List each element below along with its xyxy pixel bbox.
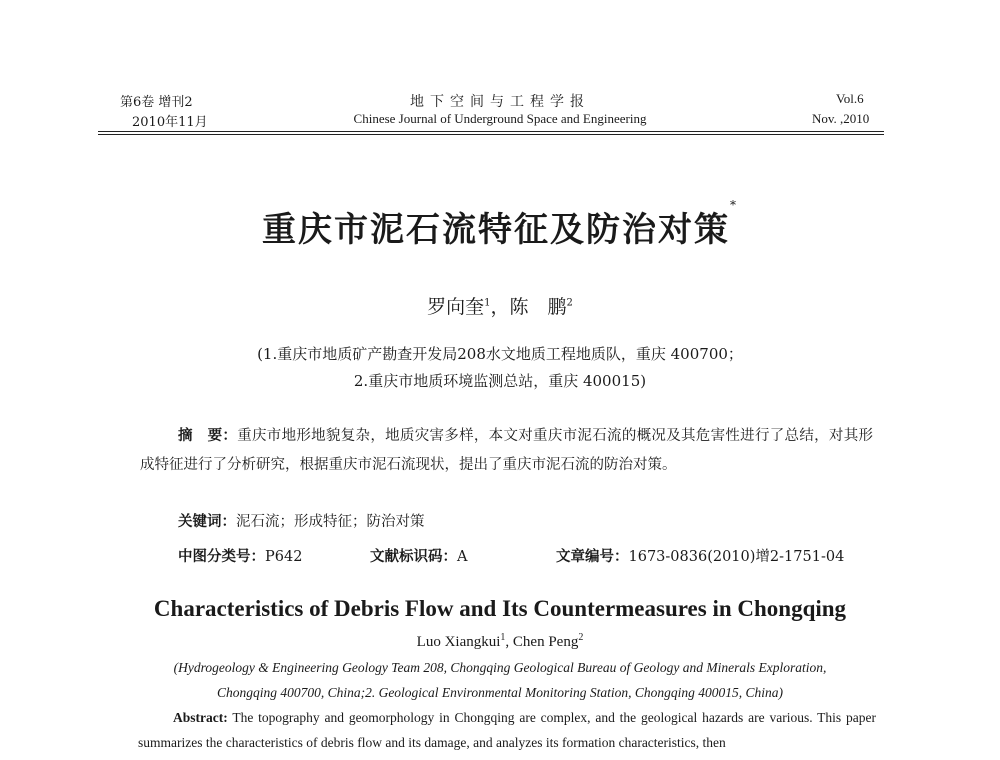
header-journal-en: Chinese Journal of Underground Space and Engineering [353, 111, 647, 126]
paper-title-en: Characteristics of Debris Flow and Its Countermeasures in Chongqing [153, 596, 847, 621]
affiliation-zh-1: (1.重庆市地质矿产勘查开发局208水文地质工程地质队，重庆 400700； [257, 345, 743, 363]
affiliation-en-1: (Hydrogeology & Engineering Geology Team 208, Chongqing Geological Bureau of Geology and Minerals Exploration, [173, 660, 827, 675]
article-number: 文章编号：1673-0836(2010)增2-1751-04 [556, 549, 845, 565]
authors-zh: 罗向奎$^1$，陈 鹏$^2$ [427, 296, 573, 318]
abstract-zh [140, 422, 873, 480]
header-volume-issue: 第6卷 增刊2 [120, 95, 193, 110]
title-footnote-mark: * [730, 198, 738, 212]
keywords-zh-label: 关键词： [178, 514, 236, 530]
abstract-en [138, 705, 876, 755]
header-rule-double [98, 134, 884, 135]
document-code: 文献标识码：A [370, 549, 468, 565]
abstract-zh-label: 摘 要： [178, 428, 238, 444]
abstract-en-text: The topography and geomorphology in Chongqing are complex, and the geological hazards are various. This paper summarizes the characteristics of debris flow and its damage, and analyzes its formation characteristics, then [138, 710, 876, 750]
abstract-en-label: Abstract: [173, 710, 228, 725]
abstract-zh-text: 重庆市地形地貌复杂，地质灾害多样，本文对重庆市泥石流的概况及其危害性进行了总结，对其形成特征进行了分析研究，根据重庆市泥石流现状，提出了重庆市泥石流的防治对策。 [140, 428, 874, 473]
header-volume-en: Vol.6 [836, 91, 864, 106]
authors-en: Luo Xiangkui$^1$, Chen Peng$^2$ [416, 632, 584, 650]
paper-title-zh: 重庆市泥石流特征及防治对策* [262, 198, 738, 250]
clc-number: 中图分类号：P642 [178, 549, 303, 565]
author-1: 罗向奎 [427, 296, 485, 318]
keywords-zh [178, 510, 425, 531]
header-date-zh: 2010年11月 [132, 115, 208, 130]
header-journal-zh: 地下空间与工程学报 [410, 94, 590, 110]
author-2: 陈 鹏 [509, 296, 567, 318]
affiliation-en-2: Chongqing 400700, China;2. Geological Environmental Monitoring Station, Chongqing 400015, China) [216, 685, 784, 700]
affiliation-zh-2: 2.重庆市地质环境监测总站，重庆 400015) [353, 372, 647, 390]
header-rule [98, 131, 884, 132]
header-date-en: Nov. ,2010 [812, 111, 870, 126]
keywords-zh-text: 泥石流；形成特征；防治对策 [236, 514, 425, 530]
